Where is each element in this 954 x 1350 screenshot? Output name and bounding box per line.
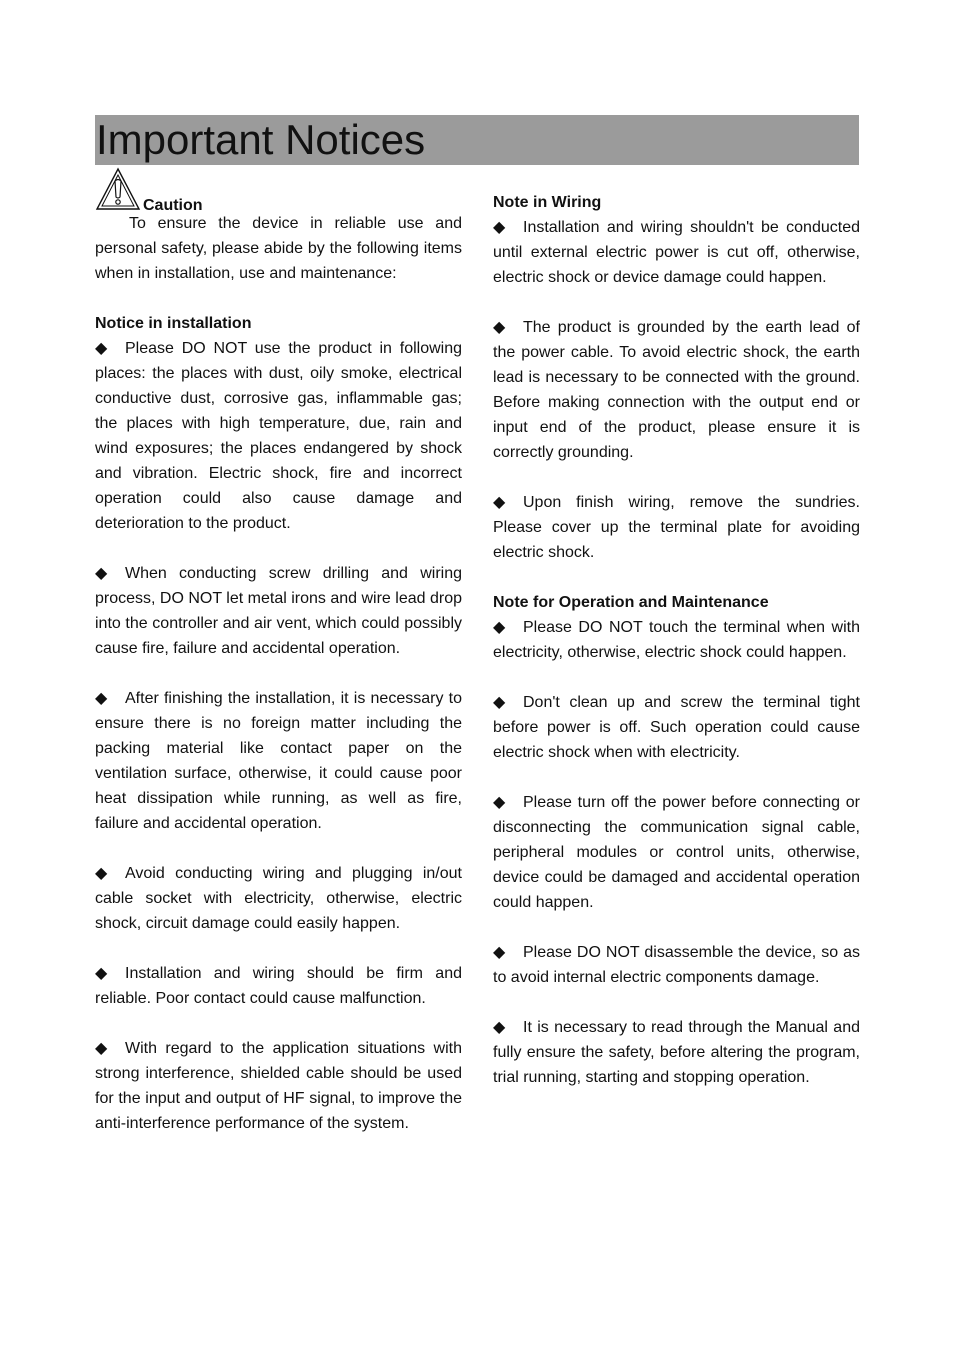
notice-text: With regard to the application situations with strong interference, shielded cable should be used for the input and output of HF signal, to improve the anti-interference performance of the system. (95, 1040, 462, 1132)
page-title: Important Notices (96, 116, 426, 163)
notice-text: The product is grounded by the earth lead of the power cable. To avoid electric shock, the earth lead is necessary to be connected with the ground. Before making connection with the output end or input end of the product, please ensure it is correctly grounding. (493, 319, 860, 461)
operation-heading: Note for Operation and Maintenance (493, 594, 769, 611)
notice-text: Avoid conducting wiring and plugging in/out cable socket with electricity, otherwise, electric shock, circuit damage could easily happen. (95, 865, 462, 932)
notice-item (493, 215, 860, 290)
notice-text: After finishing the installation, it is necessary to ensure there is no foreign matter including the packing material like contact paper on the ventilation surface, otherwise, it could cause poor heat dissipation while running, as well as fire, failure and accidental operation. (95, 690, 462, 832)
notice-item (95, 561, 462, 661)
title-bar (95, 115, 859, 165)
diamond-bullet-icon: ◆ (493, 619, 506, 636)
notice-text: It is necessary to read through the Manual and fully ensure the safety, before altering the program, trial running, starting and stopping operation. (493, 1019, 860, 1086)
diamond-bullet-icon: ◆ (493, 794, 506, 811)
notice-item (95, 961, 462, 1011)
warning-triangle-icon (95, 167, 141, 211)
diamond-bullet-icon: ◆ (493, 944, 506, 961)
installation-heading: Notice in installation (95, 315, 252, 332)
caution-label: Caution (143, 197, 203, 214)
notice-text: Please DO NOT touch the terminal when with electricity, otherwise, electric shock could happen. (493, 619, 860, 661)
wiring-list (493, 215, 860, 565)
diamond-bullet-icon: ◆ (95, 340, 108, 357)
notice-item (95, 336, 462, 536)
diamond-bullet-icon: ◆ (95, 1040, 108, 1057)
left-column (95, 167, 462, 1136)
diamond-bullet-icon: ◆ (95, 965, 108, 982)
diamond-bullet-icon: ◆ (95, 865, 108, 882)
notice-text: Please DO NOT use the product in following places: the places with dust, oily smoke, electrical conductive dust, corrosive gas, inflammable gas; the places with high temperature, due, rain and wind exposures; the places endangered by shock and vibration. Electric shock, fire and incorrect operation could also cause damage and deterioration to the product. (95, 340, 462, 532)
notice-item (95, 861, 462, 936)
notice-text: Please turn off the power before connecting or disconnecting the communication signal cable, peripheral modules or control units, otherwise, device could be damaged and accidental operation could happen. (493, 794, 860, 911)
diamond-bullet-icon: ◆ (95, 565, 108, 582)
notice-text: Please DO NOT disassemble the device, so as to avoid internal electric components damage. (493, 944, 860, 986)
diamond-bullet-icon: ◆ (493, 1019, 506, 1036)
notice-item (493, 615, 860, 665)
notice-item (95, 1036, 462, 1136)
notice-item (493, 940, 860, 990)
notice-item (493, 790, 860, 915)
notice-text: When conducting screw drilling and wiring process, DO NOT let metal irons and wire lead drop into the controller and air vent, which could possibly cause fire, failure and accidental operation. (95, 565, 462, 657)
wiring-heading: Note in Wiring (493, 194, 602, 211)
caution-row (95, 167, 462, 214)
notice-text: Upon finish wiring, remove the sundries. Please cover up the terminal plate for avoiding electric shock. (493, 494, 860, 561)
notice-text: Don't clean up and screw the terminal tight before power is off. Such operation could cause electric shock when with electricity. (493, 694, 860, 761)
notice-item (493, 490, 860, 565)
diamond-bullet-icon: ◆ (493, 219, 506, 236)
operation-list (493, 615, 860, 1090)
diamond-bullet-icon: ◆ (493, 694, 506, 711)
notice-item (493, 1015, 860, 1090)
caution-intro: To ensure the device in reliable use and personal safety, please abide by the following items when in installation, use and maintenance: (95, 215, 462, 282)
diamond-bullet-icon: ◆ (95, 690, 108, 707)
notice-item (493, 690, 860, 765)
notice-item (95, 686, 462, 836)
right-column (493, 190, 860, 1090)
diamond-bullet-icon: ◆ (493, 319, 506, 336)
installation-list (95, 336, 462, 1136)
diamond-bullet-icon: ◆ (493, 494, 506, 511)
notice-item (493, 315, 860, 465)
notice-text: Installation and wiring shouldn't be conducted until external electric power is cut off, otherwise, electric shock or device damage could happen. (493, 219, 860, 286)
notice-text: Installation and wiring should be firm and reliable. Poor contact could cause malfunction. (95, 965, 462, 1007)
